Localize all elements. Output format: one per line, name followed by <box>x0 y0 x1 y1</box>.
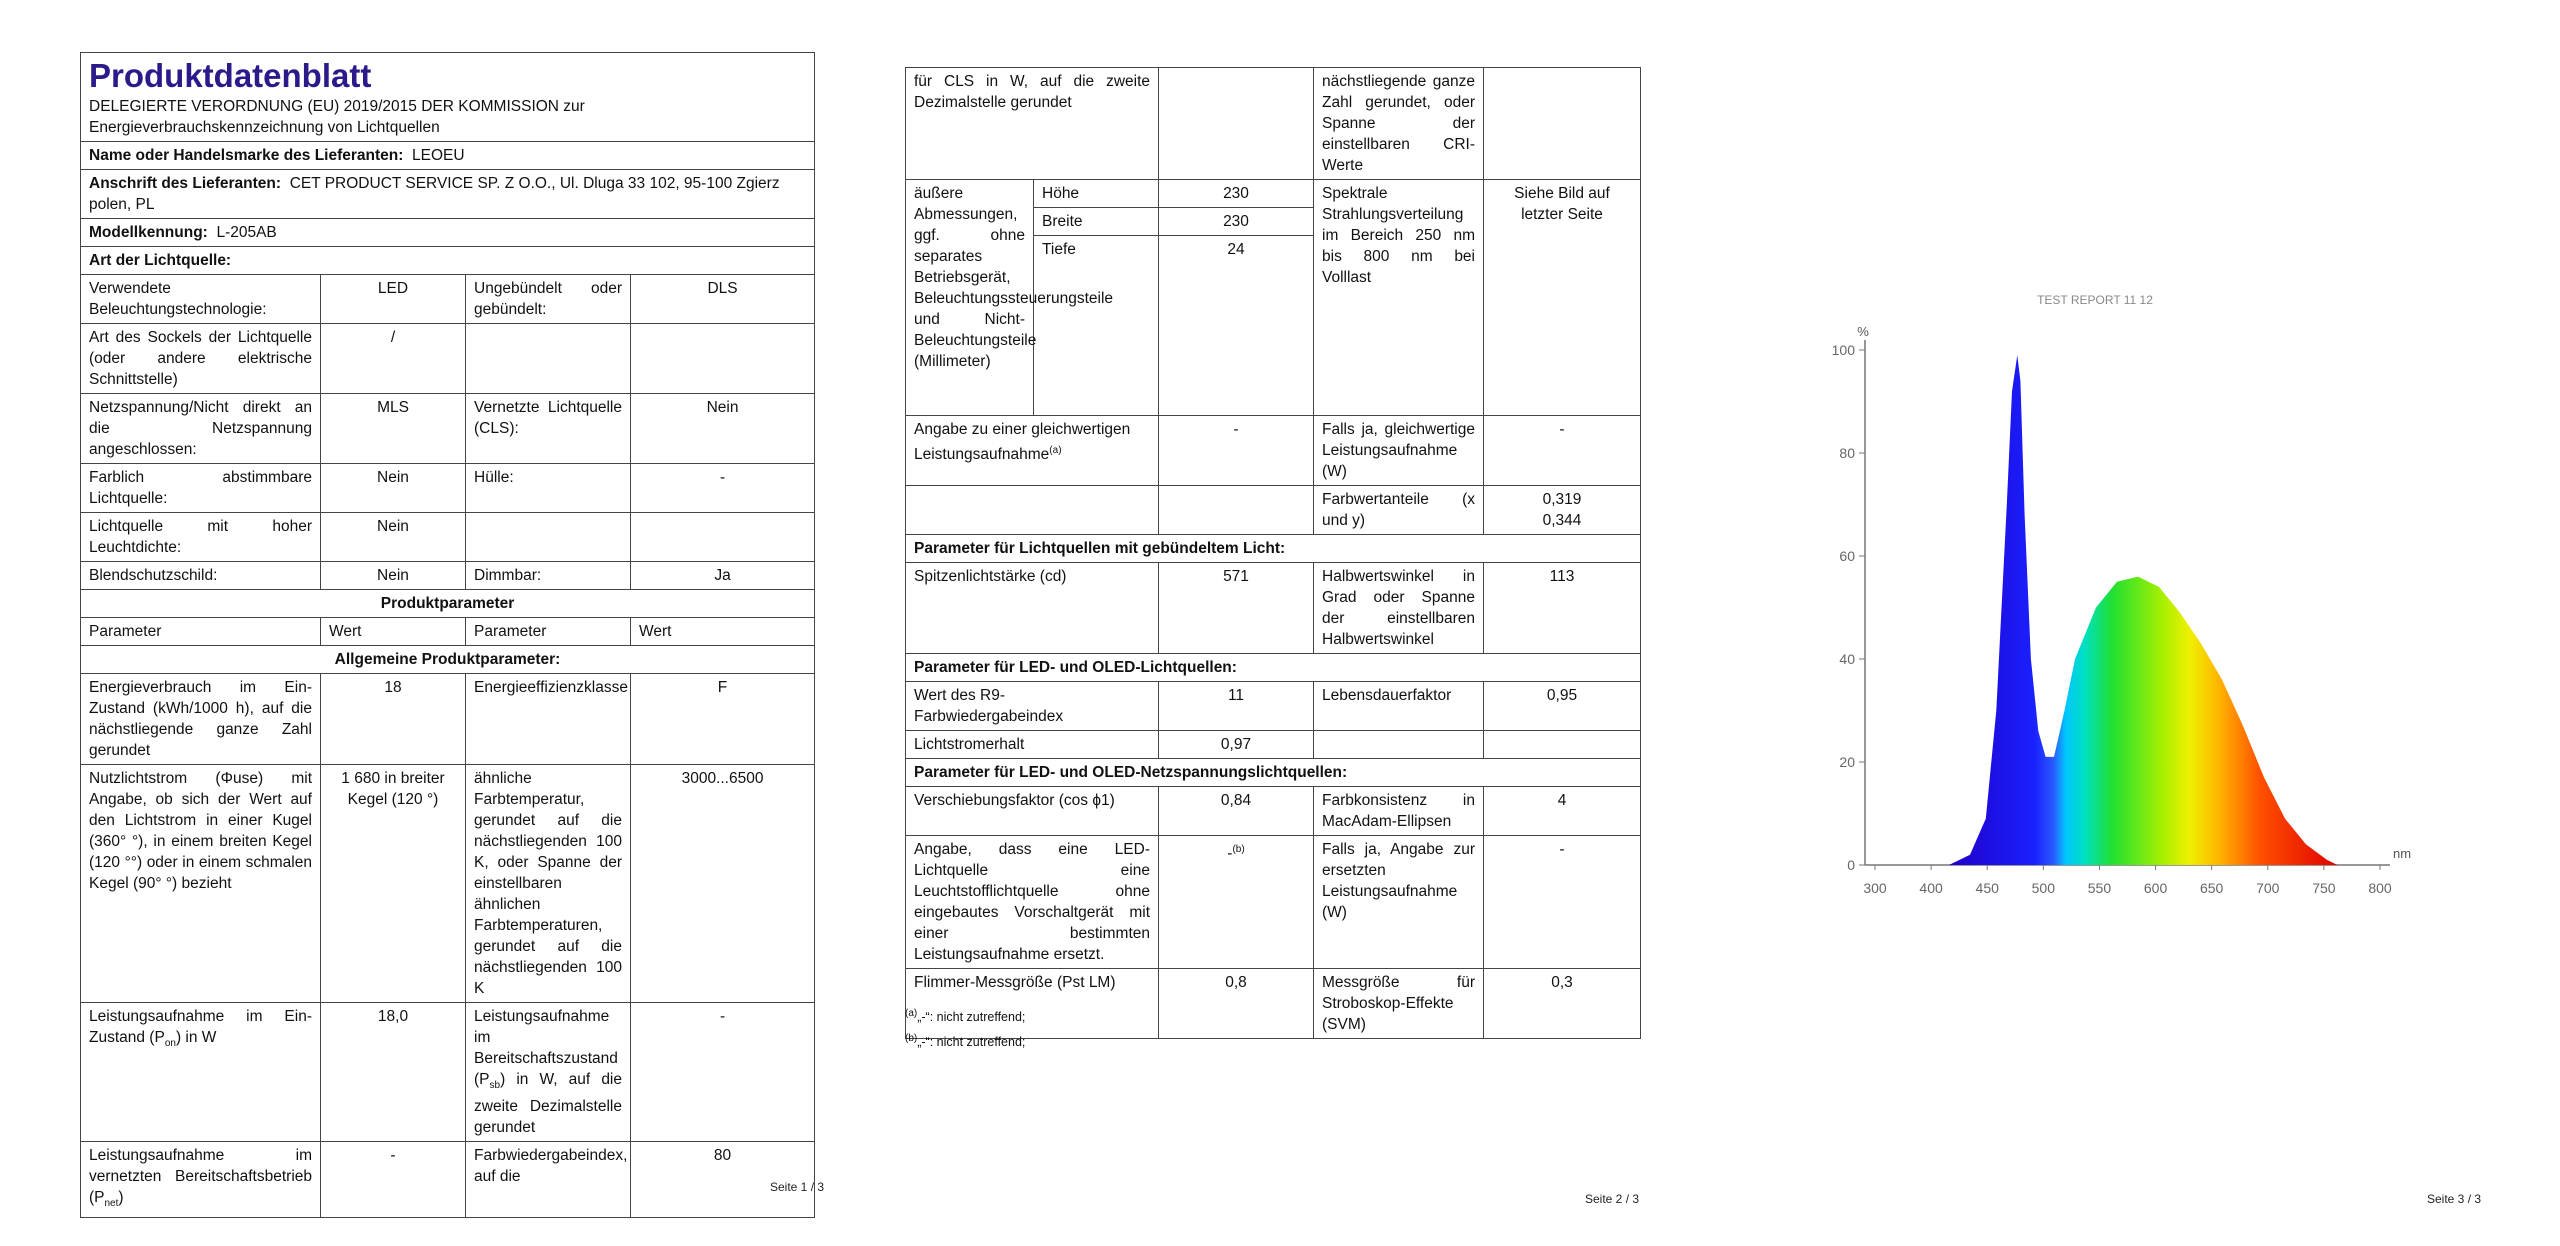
x-tick-label: 800 <box>2368 880 2392 896</box>
supplier-value: LEOEU <box>412 147 465 164</box>
y-tick-label: 100 <box>1831 342 1855 358</box>
param-name: Vernetzte Lichtquelle (CLS): <box>466 394 631 464</box>
param-name: Ungebündelt oder gebündelt: <box>466 275 631 324</box>
document-title: Produktdatenblatt <box>89 57 372 94</box>
table-row <box>81 1003 815 1142</box>
param-name: Netzspannung/Nicht direkt an die Netzspannung angeschlossen: <box>81 394 321 464</box>
param-name <box>466 324 631 394</box>
equiv-value: - <box>1159 416 1314 486</box>
page-number: Seite 2 / 3 <box>1585 1192 1640 1206</box>
chart-ylabel: % <box>1857 324 1869 339</box>
y-tick-label: 60 <box>1839 548 1855 564</box>
dims-label: äußere Abmessungen, ggf. ohne separates Betriebsgerät, Beleuchtungssteuerungsteile und Nicht-Beleuchtungsteile (Millimeter) <box>906 180 1034 416</box>
dim-name: Tiefe <box>1034 236 1159 416</box>
maint-value: 0,97 <box>1159 731 1314 759</box>
pon-sub: on <box>164 1038 176 1050</box>
maint-label: Lichtstromerhalt <box>906 731 1159 759</box>
pon-label <box>81 1003 321 1142</box>
macadam-value: 4 <box>1484 787 1641 836</box>
pnet-text: Leistungsaufnahme im vernetzten Bereitschaftsbetrieb (P <box>89 1147 312 1207</box>
param-name: Hülle: <box>466 464 631 513</box>
column-header-row <box>81 618 815 646</box>
beam-value: 113 <box>1484 563 1641 654</box>
page-3 <box>1700 0 2560 1246</box>
pon-value: 18,0 <box>321 1003 466 1142</box>
chroma-x: 0,319 <box>1542 491 1582 508</box>
pnet-sub: net <box>104 1198 119 1210</box>
r9-value: 11 <box>1159 682 1314 731</box>
supplier-label: Name oder Handelsmarke des Lieferanten: <box>89 147 404 164</box>
peak-value: 571 <box>1159 563 1314 654</box>
table-row <box>81 275 815 324</box>
survival-label: Lebensdauerfaktor <box>1314 682 1484 731</box>
param-name: ähnliche Farbtemperatur, gerundet auf die nächstliegenden 100 K, oder Spanne der einstellbaren ähnlichen Farbtemperaturen, gerundet auf die nächstliegenden 100 K <box>466 765 631 1003</box>
header-cell <box>81 53 815 142</box>
pnet-label <box>81 1142 321 1218</box>
chart-xlabel: nm <box>2393 846 2412 861</box>
footnote-b-text: „-“: nicht zutreffend; <box>917 1035 1026 1050</box>
param-name: Art des Sockels der Lichtquelle (oder andere elektrische Schnittstelle) <box>81 324 321 394</box>
param-value: 3000...6500 <box>631 765 815 1003</box>
pon-tail: ) in W <box>175 1029 217 1046</box>
pon-text: Leistungsaufnahme im Ein-Zustand (P <box>89 1008 312 1046</box>
replace-yes-value: - <box>1484 836 1641 969</box>
param-name: Farblich abstimmbare Lichtquelle: <box>81 464 321 513</box>
directional-heading: Parameter für Lichtquellen mit gebündeltem Licht: <box>906 535 1641 563</box>
dim-name: Breite <box>1034 208 1159 236</box>
x-tick-label: 300 <box>1863 880 1887 896</box>
table-row <box>81 1142 815 1218</box>
equiv-label <box>906 416 1159 486</box>
type-heading: Art der Lichtquelle: <box>81 247 815 275</box>
mains-heading: Parameter für LED- und OLED-Netzspannungslichtquellen: <box>906 759 1641 787</box>
dim-name: Höhe <box>1034 180 1159 208</box>
empty-cell <box>1484 731 1641 759</box>
param-value: F <box>631 674 815 765</box>
spectrum-area <box>1949 355 2338 865</box>
model-value: L-205AB <box>216 224 277 241</box>
footnote-b-mark: (b) <box>905 1033 918 1044</box>
svm-value: 0,3 <box>1484 969 1641 1039</box>
x-tick-label: 700 <box>2256 880 2280 896</box>
chart-title: TEST REPORT 11 12 <box>2037 293 2153 307</box>
regulation-text: DELEGIERTE VERORDNUNG (EU) 2019/2015 DER KOMMISSION zur Energieverbrauchskennzeichnung von Lichtquellen <box>89 98 585 136</box>
table-row <box>81 394 815 464</box>
disp-label: Verschiebungsfaktor (cos ϕ1) <box>906 787 1159 836</box>
psb-sub: sb <box>489 1080 501 1092</box>
param-value: - <box>631 464 815 513</box>
param-value: LED <box>321 275 466 324</box>
table-row <box>906 836 1641 969</box>
replace-yes-label: Falls ja, Angabe zur ersetzten Leistungsaufnahme (W) <box>1314 836 1484 969</box>
x-ticks <box>1863 865 2392 896</box>
param-value: Ja <box>631 562 815 590</box>
table-row <box>81 562 815 590</box>
dim-value: 230 <box>1159 208 1314 236</box>
col-value: Wert <box>631 618 815 646</box>
chroma-y: 0,344 <box>1542 512 1582 529</box>
product-data-table-page1 <box>80 52 815 1218</box>
dim-value: 24 <box>1159 236 1314 416</box>
page-2 <box>850 0 1700 1246</box>
param-value: 18 <box>321 674 466 765</box>
col-param: Parameter <box>81 618 321 646</box>
param-value <box>631 324 815 394</box>
psb-text: Leistungsaufnahme im Bereitschaftszustand (P <box>474 1008 618 1088</box>
equiv-sup: (a) <box>1049 445 1062 456</box>
supplier-row <box>81 142 815 170</box>
x-tick-label: 600 <box>2143 880 2168 896</box>
table-row <box>906 682 1641 731</box>
table-row <box>906 68 1641 180</box>
equiv-text: Angabe zu einer gleichwertigen Leistungsaufnahme <box>914 421 1131 464</box>
col-param: Parameter <box>466 618 631 646</box>
param-value: Nein <box>631 394 815 464</box>
table-row <box>81 464 815 513</box>
y-ticks <box>1832 342 1865 873</box>
x-tick-label: 450 <box>1975 880 1999 896</box>
table-row <box>906 416 1641 486</box>
table-row <box>81 324 815 394</box>
x-tick-label: 550 <box>2087 880 2112 896</box>
param-value: 1 680 in breiter Kegel (120 °) <box>321 765 466 1003</box>
param-value <box>631 513 815 562</box>
equiv-yes-label: Falls ja, gleichwertige Leistungsaufnahme (W) <box>1314 416 1484 486</box>
flicker-value: 0,8 <box>1159 969 1314 1039</box>
col-value: Wert <box>321 618 466 646</box>
r9-label: Wert des R9-Farbwiedergabeindex <box>906 682 1159 731</box>
param-name: Dimmbar: <box>466 562 631 590</box>
spectrum-chart <box>1795 280 2415 920</box>
table-row <box>906 563 1641 654</box>
param-name: für CLS in W, auf die zweite Dezimalstelle gerundet <box>906 68 1159 180</box>
param-name: Verwendete Beleuchtungstechnologie: <box>81 275 321 324</box>
peak-label: Spitzenlichtstärke (cd) <box>906 563 1159 654</box>
param-value: MLS <box>321 394 466 464</box>
footnote-a-text: „-“: nicht zutreffend; <box>917 1010 1026 1025</box>
y-tick-label: 40 <box>1839 651 1855 667</box>
table-row <box>906 787 1641 836</box>
pnet-value: - <box>321 1142 466 1218</box>
chroma-label: Farbwertanteile (x und y) <box>1314 486 1484 535</box>
param-name: Energieeffizienzklasse <box>466 674 631 765</box>
footnote-b <box>905 1028 1025 1053</box>
empty-cell <box>1159 486 1314 535</box>
table-row <box>81 513 815 562</box>
macadam-label: Farbkonsistenz in MacAdam-Ellipsen <box>1314 787 1484 836</box>
replace-dash: - <box>1227 845 1233 863</box>
table-row <box>906 486 1641 535</box>
empty-cell <box>906 486 1159 535</box>
param-value: Nein <box>321 513 466 562</box>
replace-label: Angabe, dass eine LED-Lichtquelle eine Leuchtstofflichtquelle ohne eingebautes Vorschaltgerät mit einer bestimmten Leistungsaufnahme ersetzt. <box>906 836 1159 969</box>
address-label: Anschrift des Lieferanten: <box>89 175 282 192</box>
general-params-heading: Allgemeine Produktparameter: <box>81 646 815 674</box>
spectral-value: Siehe Bild auf letzter Seite <box>1484 180 1641 416</box>
cri-value: 80 <box>631 1142 815 1218</box>
x-tick-label: 650 <box>2199 880 2224 896</box>
param-value: / <box>321 324 466 394</box>
psb-label <box>466 1003 631 1142</box>
y-tick-label: 20 <box>1839 754 1855 770</box>
table-row <box>906 180 1641 208</box>
page-number: Seite 1 / 3 <box>770 1180 825 1194</box>
footnote-a <box>905 1003 1025 1028</box>
param-value: Nein <box>321 464 466 513</box>
param-value: Nein <box>321 562 466 590</box>
param-name: Blendschutzschild: <box>81 562 321 590</box>
chroma-value <box>1484 486 1641 535</box>
survival-value: 0,95 <box>1484 682 1641 731</box>
page-number: Seite 3 / 3 <box>2427 1192 2482 1206</box>
product-params-heading: Produktparameter <box>81 590 815 618</box>
replace-sup: (b) <box>1232 844 1245 855</box>
x-tick-label: 500 <box>2031 880 2056 896</box>
table-row <box>81 765 815 1003</box>
model-label: Modellkennung: <box>89 224 208 241</box>
y-tick-label: 0 <box>1847 857 1855 873</box>
svm-label: Messgröße für Stroboskop-Effekte (SVM) <box>1314 969 1484 1039</box>
param-name: nächstliegende ganze Zahl gerundet, oder Spanne der einstellbaren CRI-Werte <box>1314 68 1484 180</box>
y-tick-label: 80 <box>1839 445 1855 461</box>
param-value <box>1159 68 1314 180</box>
empty-cell <box>1314 731 1484 759</box>
psb-tail: ) in W, auf die zweite Dezimalstelle gerundet <box>474 1071 622 1137</box>
param-value: DLS <box>631 275 815 324</box>
param-name: Nutzlichtstrom (Φuse) mit Angabe, ob sich der Wert auf den Lichtstrom in einer Kugel (360° °), in einem breiten Kegel (120 °°) oder in einem schmalen Kegel (90° °) bezieht <box>81 765 321 1003</box>
param-name: Energieverbrauch im Ein-Zustand (kWh/1000 h), auf die nächstliegende ganze Zahl gerundet <box>81 674 321 765</box>
page-1 <box>0 0 850 1246</box>
psb-value: - <box>631 1003 815 1142</box>
model-row <box>81 219 815 247</box>
footnote-a-mark: (a) <box>905 1008 918 1019</box>
equiv-yes-value: - <box>1484 416 1641 486</box>
table-row <box>81 674 815 765</box>
x-tick-label: 750 <box>2312 880 2336 896</box>
param-value <box>1484 68 1641 180</box>
address-row <box>81 170 815 219</box>
param-name <box>466 513 631 562</box>
x-tick-label: 400 <box>1919 880 1943 896</box>
table-row <box>906 731 1641 759</box>
disp-value: 0,84 <box>1159 787 1314 836</box>
pnet-tail: ) <box>118 1189 124 1207</box>
dim-value: 230 <box>1159 180 1314 208</box>
flicker-label: Flimmer-Messgröße (Pst LM) <box>906 969 1159 1039</box>
product-data-table-page2 <box>905 67 1641 1039</box>
param-name: Lichtquelle mit hoher Leuchtdichte: <box>81 513 321 562</box>
beam-label: Halbwertswinkel in Grad oder Spanne der einstellbaren Halbwertswinkel <box>1314 563 1484 654</box>
cri-label: Farbwiedergabeindex, auf die <box>466 1142 631 1218</box>
address-value: CET PRODUCT SERVICE SP. Z O.O., Ul. Dluga 33 102, 95-100 Zgierz polen, PL <box>89 175 780 213</box>
spectral-label: Spektrale Strahlungsverteilung im Bereich 250 nm bis 800 nm bei Volllast <box>1314 180 1484 416</box>
replace-value <box>1159 836 1314 969</box>
led-heading: Parameter für LED- und OLED-Lichtquellen: <box>906 654 1641 682</box>
